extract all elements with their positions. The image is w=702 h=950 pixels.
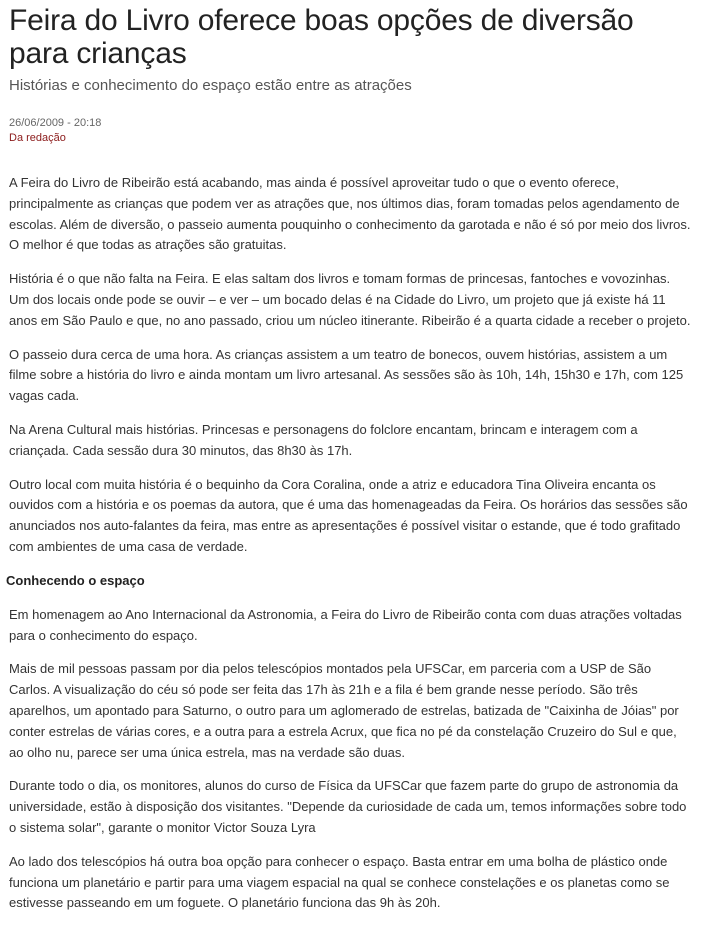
article-body — [6, 173, 691, 927]
article-byline: Da redação — [9, 132, 66, 144]
article-paragraph: Em homenagem ao Ano Internacional da Astronomia, a Feira do Livro de Ribeirão conta com duas atrações voltadas para o conhecimento do espaço. — [9, 606, 682, 643]
article-paragraph: Na Arena Cultural mais histórias. Princesas e personagens do folclore encantam, brincam e interagem com a criançada. Cada sessão dura 30 minutos, das 8h30 às 17h. — [9, 421, 638, 458]
article-paragraph: Outro local com muita história é o bequinho da Cora Coralina, onde a atriz e educadora Tina Oliveira encanta os ouvidos com a história e os poemas da autora, que é uma das homenageadas da Feira. Os horários das sessões são anunciados nos auto-falantes da feira, mas entre as apresentações é possível visitar o estande, que é todo grafitado com ambientes de uma casa de verdade. — [9, 476, 688, 554]
article-paragraph: Ao lado dos telescópios há outra boa opção para conhecer o espaço. Basta entrar em uma bolha de plástico onde funciona um planetário e partir para uma viagem espacial na qual se conhece constelações e os planetas como se estivesse passeando em um foguete. O planetário funciona das 9h às 20h. — [9, 853, 670, 911]
article-headline: Feira do Livro oferece boas opções de diversão para crianças — [9, 4, 634, 70]
article-timestamp: 26/06/2009 - 20:18 — [9, 117, 102, 129]
article-paragraph: A Feira do Livro de Ribeirão está acabando, mas ainda é possível aproveitar tudo o que o evento oferece, principalmente as crianças que podem ver as atrações que, nos últimos dias, foram tomadas pelos agendamento de escolas. Além de diversão, o passeio aumenta pouquinho o conhecimento da garotada e não é só por meio dos livros. O melhor é que todas as atrações são gratuitas. — [9, 175, 691, 253]
article-paragraph: O passeio dura cerca de uma hora. As crianças assistem a um teatro de bonecos, ouvem histórias, assistem a um filme sobre a história do livro e ainda montam um livro artesanal. As sessões são às 10h, 14h, 15h30 e 17h, com 125 vagas cada. — [9, 346, 684, 404]
section-heading: Conhecendo o espaço — [6, 572, 145, 588]
article-paragraph: Durante todo o dia, os monitores, alunos do curso de Física da UFSCar que fazem parte do grupo de astronomia da universidade, estão à disposição dos visitantes. "Depende da curiosidade de cada um, temos informações sobre todo o sistema solar", garante o monitor Victor Souza Lyra — [9, 778, 687, 835]
article-paragraph: História é o que não falta na Feira. E elas saltam dos livros e tomam formas de princesas, fantoches e vovozinhas. Um dos locais onde pode se ouvir – e ver – um bocado delas é na Cidade do Livro, um projeto que já existe há 11 anos em São Paulo e que, no ano passado, criou um núcleo itinerante. Ribeirão é a quarta cidade a receber o projeto. — [9, 271, 691, 328]
article-paragraph: Mais de mil pessoas passam por dia pelos telescópios montados pela UFSCar, em parceria com a USP de São Carlos. A visualização do céu só pode ser feita das 17h às 21h e a fila é bem grande nesse período. São três aparelhos, um apontado para Saturno, o outro para um aglomerado de estrelas, batizada de "Caixinha de Jóias" por conter estrelas de várias cores, e a outra para a estrela Acrux, que fica no pé da constelação Cruzeiro do Sul e que, ao olho nu, parece ser uma única estrela, mas na verdade são duas. — [9, 661, 679, 760]
article-subtitle: Histórias e conhecimento do espaço estão entre as atrações — [9, 77, 412, 94]
